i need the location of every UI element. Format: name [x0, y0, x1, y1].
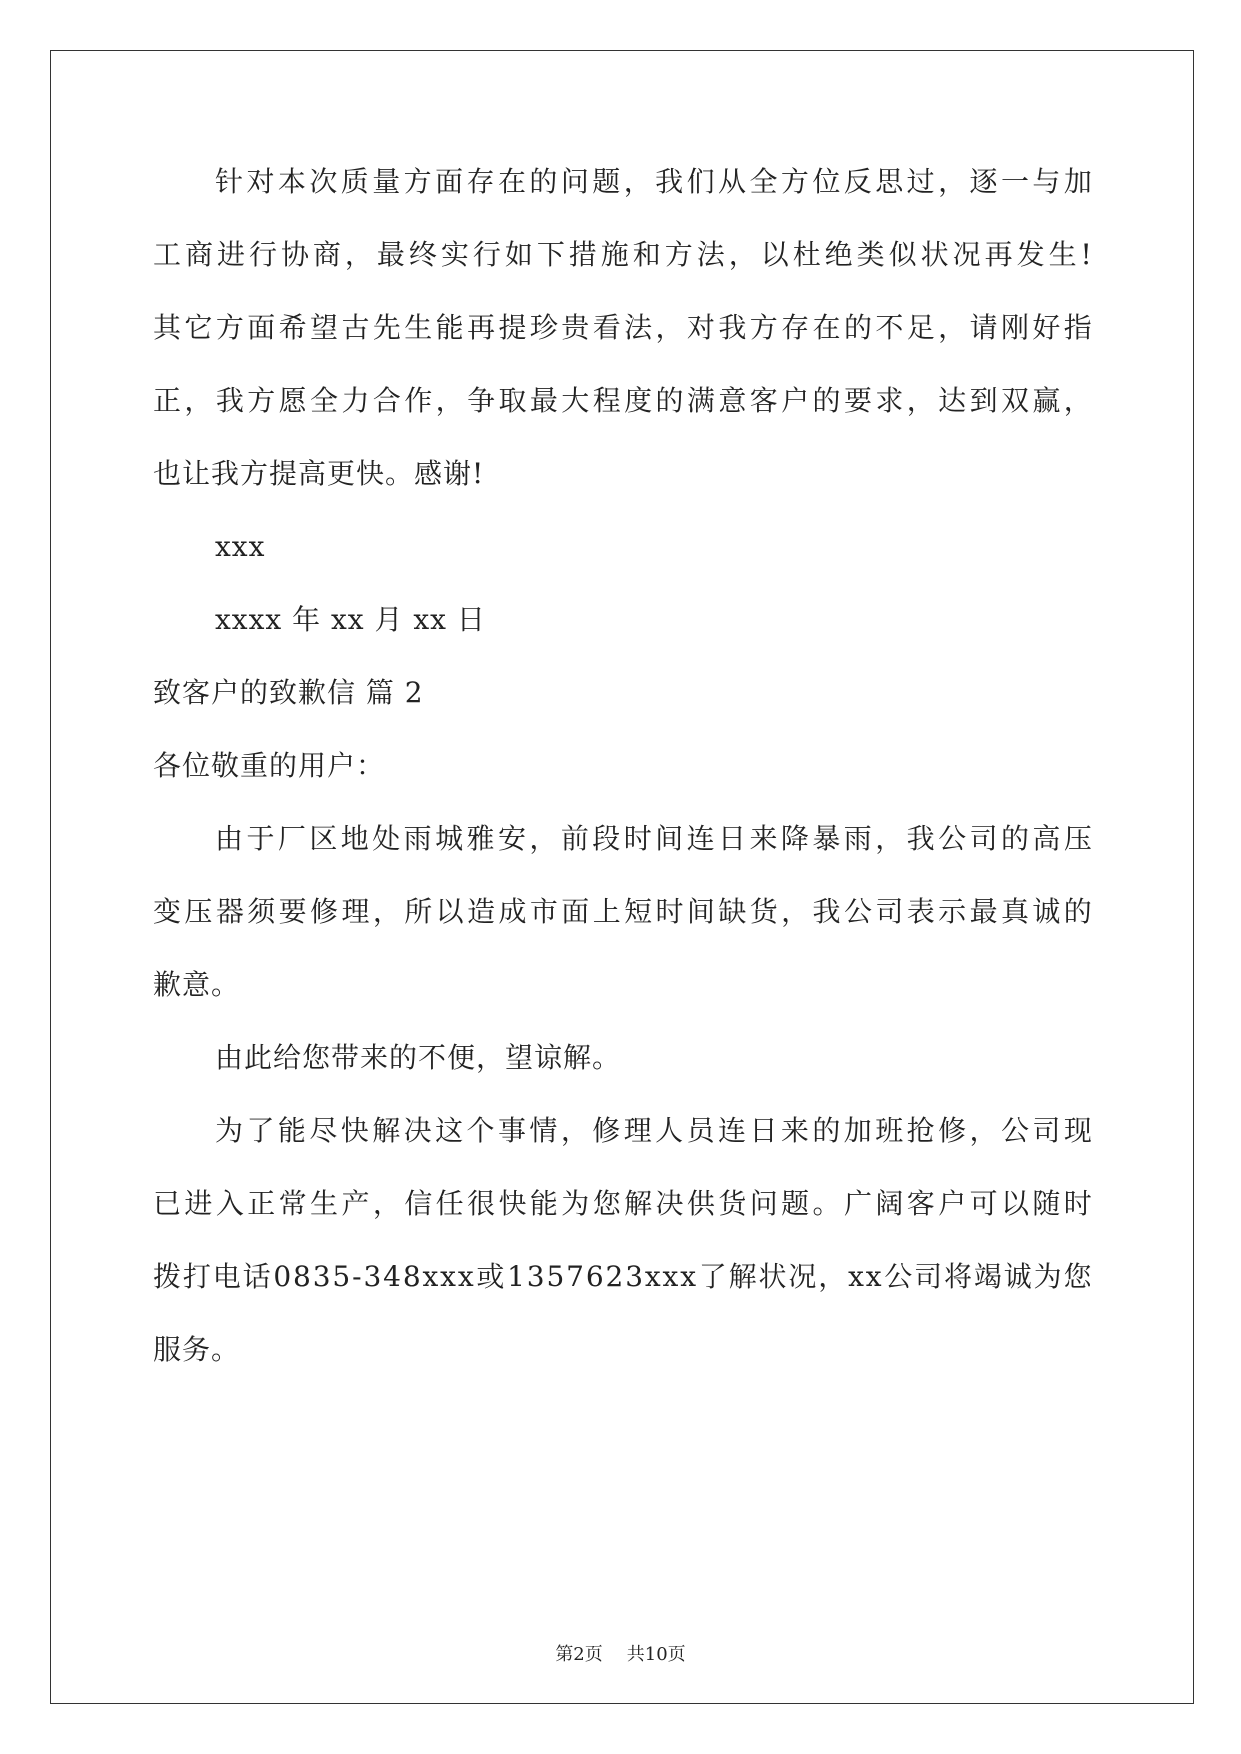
glyph: 了: [246, 1114, 276, 1147]
glyph: 反: [843, 165, 873, 198]
glyph: 终: [408, 238, 438, 271]
glyph: ，: [781, 895, 811, 928]
glyph: x: [440, 1260, 457, 1293]
glyph: 真: [1000, 895, 1030, 928]
glyph: 类: [856, 238, 886, 271]
glyph: 雨: [843, 822, 873, 855]
glyph: 现: [1063, 1114, 1093, 1147]
glyph: 法: [696, 238, 726, 271]
glyph: 1: [507, 1260, 526, 1293]
glyph: 质: [340, 165, 370, 198]
glyph: 须: [247, 895, 277, 928]
glyph: 存: [781, 311, 811, 344]
glyph: 公: [884, 1260, 914, 1293]
glyph: 的: [1063, 895, 1093, 928]
glyph: 在: [497, 165, 527, 198]
glyph: 司: [969, 822, 999, 855]
glyph: 高: [1032, 822, 1062, 855]
glyph: 以: [435, 895, 465, 928]
glyph: 快: [340, 1114, 370, 1147]
glyph: 最: [529, 384, 559, 417]
glyph: 商: [184, 238, 214, 271]
glyph: 了: [698, 1260, 728, 1293]
glyph: 最: [969, 895, 999, 928]
glyph: 的: [1000, 822, 1030, 855]
glyph: 电: [212, 1260, 242, 1293]
glyph: 从: [718, 165, 748, 198]
glyph: 降: [780, 822, 810, 855]
glyph: 题: [592, 165, 622, 198]
glyph: ，: [728, 238, 758, 271]
glyph: 生: [1048, 238, 1078, 271]
glyph: ，: [938, 311, 968, 344]
glyph: 人: [655, 1114, 685, 1147]
glyph: 5: [332, 1260, 352, 1293]
glyph: 法: [624, 311, 654, 344]
glyph: 次: [309, 165, 339, 198]
glyph: 方: [664, 238, 694, 271]
glyph: x: [644, 1260, 662, 1293]
glyph: 珍: [529, 311, 559, 344]
glyph: 争: [467, 384, 497, 417]
glyph: 打: [182, 1260, 212, 1293]
salutation: 各位敬重的用户：: [153, 749, 386, 782]
glyph: 个: [466, 1114, 496, 1147]
glyph: 到: [969, 384, 999, 417]
glyph: 公: [1000, 1114, 1030, 1147]
glyph: 我: [906, 822, 936, 855]
glyph: 的: [655, 384, 685, 417]
paragraph-line: 服务。: [153, 1333, 241, 1366]
glyph: 城: [435, 822, 465, 855]
glyph: 连: [686, 822, 716, 855]
glyph: x: [848, 1260, 865, 1293]
glyph: 方: [749, 311, 779, 344]
glyph: 对: [686, 311, 716, 344]
glyph: 变: [153, 895, 183, 928]
glyph: 实: [440, 238, 470, 271]
page-total: 共10页: [626, 1644, 686, 1665]
paragraph-line: [153, 308, 1093, 381]
glyph: 产: [341, 1187, 371, 1220]
glyph: 修: [310, 895, 340, 928]
glyph: 工: [153, 238, 183, 271]
glyph: 诚: [1032, 895, 1062, 928]
glyph: ，: [344, 238, 374, 271]
glyph: 雨: [403, 822, 433, 855]
glyph: 已: [153, 1187, 183, 1220]
glyph: 愿: [278, 384, 308, 417]
page-footer: [0, 1640, 1241, 1666]
glyph: 户: [781, 384, 811, 417]
glyph: 市: [529, 895, 559, 928]
paragraph-line: [153, 1257, 1093, 1330]
paragraph-line: 歉意。: [153, 968, 241, 1001]
glyph: 3: [526, 1260, 546, 1293]
glyph: 连: [718, 1114, 748, 1147]
glyph: 足: [906, 311, 936, 344]
glyph: 加: [1063, 165, 1093, 198]
glyph: 成: [498, 895, 528, 928]
glyph: 方: [247, 384, 277, 417]
glyph: 诚: [1003, 1260, 1033, 1293]
paragraph-line: 也让我方提高更快。感谢!: [153, 457, 485, 490]
glyph: 面: [435, 165, 465, 198]
glyph: 赢: [1032, 384, 1062, 417]
glyph: 达: [938, 384, 968, 417]
glyph: 要: [843, 384, 873, 417]
paragraph-line: [153, 1184, 1093, 1257]
glyph: 绝: [824, 238, 854, 271]
glyph: 针: [215, 165, 245, 198]
glyph: 由: [215, 822, 245, 855]
glyph: ，: [184, 384, 214, 417]
glyph: 正: [247, 1187, 277, 1220]
glyph: 合: [372, 384, 402, 417]
glyph: 入: [215, 1187, 245, 1220]
glyph: 厂: [277, 822, 307, 855]
glyph: 商: [312, 238, 342, 271]
glyph: ，: [560, 1114, 590, 1147]
glyph: 施: [600, 238, 630, 271]
glyph: 们: [686, 165, 716, 198]
glyph: 量: [372, 165, 402, 198]
glyph: 2: [605, 1260, 625, 1293]
glyph: 快: [498, 1187, 528, 1220]
paragraph-line: 由此给您带来的不便，望谅解。: [215, 1041, 622, 1074]
glyph: 户: [938, 1187, 968, 1220]
glyph: 。: [812, 1187, 842, 1220]
paragraph-line: [153, 819, 1093, 892]
glyph: 的: [812, 384, 842, 417]
glyph: 解: [372, 1114, 402, 1147]
glyph: 地: [340, 822, 370, 855]
glyph: 拨: [153, 1260, 183, 1293]
glyph: 解: [728, 1260, 758, 1293]
glyph: 或: [476, 1260, 506, 1293]
glyph: 方: [215, 311, 245, 344]
glyph: 进: [216, 238, 246, 271]
glyph: 随: [1032, 1187, 1062, 1220]
glyph: 情: [529, 1114, 559, 1147]
glyph: 竭: [973, 1260, 1003, 1293]
glyph: 杜: [792, 238, 822, 271]
glyph: 器: [215, 895, 245, 928]
glyph: ，: [372, 895, 402, 928]
glyph: 能: [435, 311, 465, 344]
glyph: 常: [278, 1187, 308, 1220]
glyph: 我: [718, 311, 748, 344]
glyph: 全: [749, 165, 779, 198]
glyph: 先: [372, 311, 402, 344]
glyph: 协: [280, 238, 310, 271]
glyph: 公: [843, 895, 873, 928]
glyph: 过: [906, 165, 936, 198]
glyph: 古: [341, 311, 371, 344]
glyph: !: [1080, 238, 1093, 271]
glyph: 造: [467, 895, 497, 928]
glyph: 来: [780, 1114, 810, 1147]
glyph: 时: [1063, 1187, 1093, 1220]
glyph: 广: [843, 1187, 873, 1220]
glyph: 段: [592, 822, 622, 855]
glyph: 事: [497, 1114, 527, 1147]
glyph: ，: [435, 384, 465, 417]
glyph: 日: [718, 822, 748, 855]
glyph: 可: [969, 1187, 999, 1220]
glyph: 行: [248, 238, 278, 271]
glyph: 如: [504, 238, 534, 271]
glyph: 司: [914, 1260, 944, 1293]
paragraph-line: [153, 892, 1093, 965]
glyph: 安: [497, 822, 527, 855]
glyph: 力: [341, 384, 371, 417]
glyph: 况: [952, 238, 982, 271]
glyph: 望: [310, 311, 340, 344]
glyph: ，: [655, 311, 685, 344]
glyph: ，: [623, 165, 653, 198]
glyph: 题: [781, 1187, 811, 1220]
glyph: 面: [247, 311, 277, 344]
glyph: 班: [875, 1114, 905, 1147]
glyph: 所: [404, 895, 434, 928]
glyph: 加: [843, 1114, 873, 1147]
glyph: x: [662, 1260, 680, 1293]
glyph: 8: [402, 1260, 422, 1293]
glyph: 似: [888, 238, 918, 271]
glyph: 3: [625, 1260, 645, 1293]
glyph: 您: [592, 1187, 622, 1220]
section-heading: 致客户的致歉信 篇 2: [153, 676, 424, 709]
glyph: 思: [875, 165, 905, 198]
glyph: 3: [363, 1260, 383, 1293]
glyph: 度: [624, 384, 654, 417]
glyph: 双: [1000, 384, 1030, 417]
glyph: 表: [906, 895, 936, 928]
glyph: 况: [788, 1260, 818, 1293]
paragraph-line: [153, 1111, 1093, 1184]
glyph: 我: [655, 165, 685, 198]
glyph: 信: [404, 1187, 434, 1220]
glyph: 司: [1032, 1114, 1062, 1147]
glyph: 进: [184, 1187, 214, 1220]
glyph: 前: [560, 822, 590, 855]
glyph: 我: [812, 895, 842, 928]
paragraph-line: [153, 235, 1093, 308]
glyph: 缺: [718, 895, 748, 928]
glyph: 请: [969, 311, 999, 344]
glyph: 货: [749, 895, 779, 928]
glyph: 7: [566, 1260, 585, 1293]
signature-name: xxx: [215, 530, 266, 563]
glyph: 日: [749, 1114, 779, 1147]
glyph: 司: [875, 895, 905, 928]
signature-date: xxxx 年 xx 月 xx 日: [215, 603, 486, 636]
glyph: 时: [623, 822, 653, 855]
glyph: 4: [383, 1260, 402, 1293]
glyph: 问: [560, 165, 590, 198]
glyph: 取: [498, 384, 528, 417]
glyph: 以: [1000, 1187, 1030, 1220]
glyph: 决: [403, 1114, 433, 1147]
glyph: 最: [376, 238, 406, 271]
glyph: 抢: [906, 1114, 936, 1147]
glyph: ，: [875, 822, 905, 855]
glyph: 解: [624, 1187, 654, 1220]
glyph: 方: [403, 165, 433, 198]
glyph: 的: [812, 1114, 842, 1147]
glyph: -: [352, 1260, 363, 1293]
glyph: x: [457, 1260, 475, 1293]
page-number: 第2页: [555, 1644, 603, 1665]
glyph: 状: [758, 1260, 788, 1293]
glyph: 作: [404, 384, 434, 417]
glyph: 本: [277, 165, 307, 198]
glyph: 存: [466, 165, 496, 198]
glyph: 行: [472, 238, 502, 271]
glyph: ，: [818, 1260, 848, 1293]
glyph: 位: [812, 165, 842, 198]
glyph: x: [865, 1260, 883, 1293]
glyph: 将: [944, 1260, 974, 1293]
glyph: 大: [561, 384, 591, 417]
glyph: 6: [585, 1260, 605, 1293]
glyph: 供: [686, 1187, 716, 1220]
glyph: 修: [938, 1114, 968, 1147]
glyph: 指: [1063, 311, 1093, 344]
glyph: 雅: [466, 822, 496, 855]
glyph: ，: [969, 1114, 999, 1147]
glyph: 话: [242, 1260, 272, 1293]
glyph: 任: [435, 1187, 465, 1220]
glyph: 看: [592, 311, 622, 344]
glyph: 于: [246, 822, 276, 855]
glyph: 好: [1032, 311, 1062, 344]
glyph: 暴: [812, 822, 842, 855]
glyph: 贵: [561, 311, 591, 344]
glyph: 能: [277, 1114, 307, 1147]
glyph: 压: [184, 895, 214, 928]
glyph: 求: [875, 384, 905, 417]
glyph: 希: [278, 311, 308, 344]
glyph: 来: [749, 822, 779, 855]
glyph: 状: [920, 238, 950, 271]
glyph: 它: [184, 311, 214, 344]
document-body: [153, 162, 1093, 1403]
glyph: 方: [780, 165, 810, 198]
glyph: 意: [718, 384, 748, 417]
glyph: 为: [215, 1114, 245, 1147]
glyph: 能: [529, 1187, 559, 1220]
glyph: ，: [938, 165, 968, 198]
glyph: 0: [273, 1260, 293, 1293]
glyph: ，: [906, 384, 936, 417]
glyph: ，: [1063, 384, 1093, 417]
glyph: 8: [293, 1260, 312, 1293]
glyph: x: [422, 1260, 440, 1293]
glyph: 问: [749, 1187, 779, 1220]
glyph: 刚: [1000, 311, 1030, 344]
glyph: 尽: [309, 1114, 339, 1147]
glyph: 客: [749, 384, 779, 417]
glyph: 的: [843, 311, 873, 344]
glyph: 面: [561, 895, 591, 928]
glyph: 生: [310, 1187, 340, 1220]
glyph: x: [680, 1260, 697, 1293]
glyph: 我: [215, 384, 245, 417]
glyph: 提: [498, 311, 528, 344]
glyph: 压: [1063, 822, 1093, 855]
glyph: 客: [906, 1187, 936, 1220]
glyph: 其: [153, 311, 183, 344]
glyph: 对: [246, 165, 276, 198]
glyph: 在: [812, 311, 842, 344]
glyph: 时: [655, 895, 685, 928]
glyph: 满: [686, 384, 716, 417]
glyph: 正: [153, 384, 183, 417]
glyph: 您: [1063, 1260, 1093, 1293]
glyph: 和: [632, 238, 662, 271]
glyph: ，: [372, 1187, 402, 1220]
glyph: 很: [467, 1187, 497, 1220]
glyph: 阔: [875, 1187, 905, 1220]
glyph: 公: [938, 822, 968, 855]
glyph: 处: [372, 822, 402, 855]
glyph: 决: [655, 1187, 685, 1220]
glyph: 为: [1033, 1260, 1063, 1293]
glyph: 理: [341, 895, 371, 928]
glyph: 的: [529, 165, 559, 198]
paragraph-line: [153, 162, 1093, 235]
glyph: 生: [404, 311, 434, 344]
glyph: 程: [592, 384, 622, 417]
glyph: 要: [278, 895, 308, 928]
glyph: 间: [686, 895, 716, 928]
glyph: 这: [435, 1114, 465, 1147]
glyph: 发: [1016, 238, 1046, 271]
glyph: 区: [309, 822, 339, 855]
glyph: 理: [623, 1114, 653, 1147]
glyph: 修: [592, 1114, 622, 1147]
glyph: 再: [984, 238, 1014, 271]
glyph: 措: [568, 238, 598, 271]
glyph: 间: [655, 822, 685, 855]
glyph: ，: [529, 822, 559, 855]
glyph: 下: [536, 238, 566, 271]
paragraph-line: [153, 381, 1093, 454]
glyph: 一: [1000, 165, 1030, 198]
glyph: 以: [760, 238, 790, 271]
glyph: 全: [310, 384, 340, 417]
glyph: 3: [312, 1260, 332, 1293]
glyph: 逐: [969, 165, 999, 198]
glyph: 短: [624, 895, 654, 928]
glyph: 上: [592, 895, 622, 928]
glyph: 再: [467, 311, 497, 344]
glyph: 货: [718, 1187, 748, 1220]
glyph: 为: [561, 1187, 591, 1220]
glyph: 员: [686, 1114, 716, 1147]
glyph: 5: [546, 1260, 566, 1293]
glyph: 不: [875, 311, 905, 344]
glyph: 示: [938, 895, 968, 928]
glyph: 与: [1032, 165, 1062, 198]
